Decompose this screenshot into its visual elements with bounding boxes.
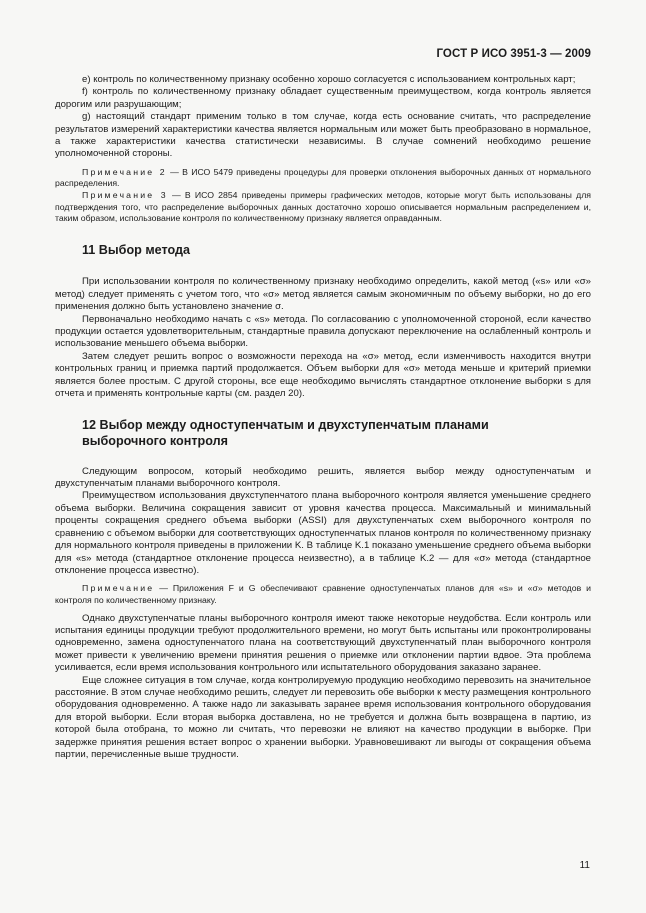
paragraph-f: f) контроль по количественному признаку обладает существенным преимуществом, когда контроль является дорогим или разрушающим; <box>55 86 591 110</box>
section-12-paragraph-3: Однако двухступенчатые планы выборочного контроля имеют также некоторые неудобства. Если контроль или испытания единицы продукции требуют продолжительного времени, но могут быть испытаны или проконтролированы одновременно, замена одноступенчатого плана на соответствующий двухступенчатый план выборочного контроля может привести к увеличению времени принятия решения о приемке или отклонении партии вдвое. Эта проблема усиливается, если время использования контрольного или испытательного оборудования заказано заранее. <box>55 612 591 674</box>
page-number: 11 <box>579 860 590 871</box>
note-2-text: — В ИСО 5479 приведены процедуры для проверки отклонения выборочных данных от нормального распределения. <box>55 166 591 189</box>
paragraph-g: g) настоящий стандарт применим только в том случае, когда есть основание считать, что распределение результатов измерений характеристики качества является нормальным или может быть преобразовано в нормальное, а также характеристики качества статистически независимы. В случае сомнений необходимо решение уполномоченной стороны. <box>55 111 591 160</box>
section-12-title-line-1: 12 Выбор между одноступенчатым и двухступенчатым планами <box>82 418 489 433</box>
section-12-note <box>55 583 591 606</box>
section-12-paragraph-2: Преимуществом использования двухступенчатого плана выборочного контроля является уменьшение среднего объема выборки. Величина сокращения зависит от уровня качества процесса. Максимальный и минимальный проценты сокращения среднего объема выборки (ASSI) для двухступенчатых схем выборочного контроля по сравнению с объемом выборки для соответствующих одноступенчатых планов контроля по количественному признаку для нормального контроля приведены в приложении K. В таблице K.1 показано уменьшение среднего объема выборки для «s» метода (стандартное отклонение процесса неизвестно), а в таблице K.2 — для «σ» метода (стандартное отклонение процесса известно). <box>55 490 591 576</box>
paragraph-e: e) контроль по количественному признаку особенно хорошо согласуется с использованием контрольных карт; <box>82 74 576 85</box>
note-3-label: Примечание 3 <box>82 190 168 201</box>
document-header: ГОСТ Р ИСО 3951-3 — 2009 <box>436 48 591 60</box>
note-3 <box>55 190 591 225</box>
section-11-title: 11 Выбор метода <box>82 242 191 257</box>
section-11-paragraph-2: Первоначально необходимо начать с «s» метода. По согласованию с уполномоченной стороной, если качество продукции остается удовлетворительным, стандартные правила допускают переключение на ослабленный контроль и использование меньшего объема выборки. <box>55 313 591 350</box>
section-12-note-text: — Приложения F и G обеспечивают сравнение одноступенчатых планов для «s» и «σ» методов и контроля по количественному признаку. <box>55 583 591 605</box>
note-2-label: Примечание 2 <box>82 166 167 177</box>
section-12-note-label: Примечание <box>82 583 155 594</box>
section-11-paragraph-3: Затем следует решить вопрос о возможности перехода на «σ» метод, если изменчивость находится внутри контрольных границ и приемка партий продолжается. Объем выборки для «σ» метода меньше и критерий приемки является более простым. С другой стороны, все еще необходимо вычислять стандартное отклонение выборки s для отчета и применять контрольные карты (см. раздел 20). <box>55 350 591 400</box>
document-body <box>55 74 591 761</box>
note-3-text: — В ИСО 2854 приведены примеры графических методов, которые могут быть использованы для подтверждения того, что распределение выборочных данных достаточно хорошо описывается нормальным распределением и, таким образом, использование контроля по количественному признаку является оправданным. <box>55 190 591 224</box>
section-12-title <box>55 418 591 449</box>
section-12-title-line-2: выборочного контроля <box>82 434 228 449</box>
section-12-paragraph-1: Следующим вопросом, который необходимо решить, является выбор между одноступенчатым и двухступенчатым планами выборочного контроля. <box>55 465 591 490</box>
section-11-paragraph-1: При использовании контроля по количественному признаку необходимо определить, какой метод («s» или «σ» метод) следует применять с учетом того, что «σ» метод является самым экономичным по объему выборки, но до его применения должно быть установлено значение σ. <box>55 276 591 313</box>
note-2 <box>55 167 591 190</box>
section-12-paragraph-4: Еще сложнее ситуация в том случае, когда контролируемую продукцию необходимо перевозить на значительное расстояние. В этом случае необходимо решить, следует ли перевозить обе выборки к месту размещения контрольного оборудования одновременно. А также надо ли заказывать заранее время использования контрольного оборудования для второй выборки. Если вторая выборка доставлена, но не требуется и должна быть возвращена в партию, из которой была отобрана, то можно ли считать, что перевозки не влияют на качество продукции в выборке. При задержке принятия решения встает вопрос о хранении выборки. Уравновешивают ли выгоды от сокращения объема партии, перечисленные выше трудности. <box>55 674 591 760</box>
